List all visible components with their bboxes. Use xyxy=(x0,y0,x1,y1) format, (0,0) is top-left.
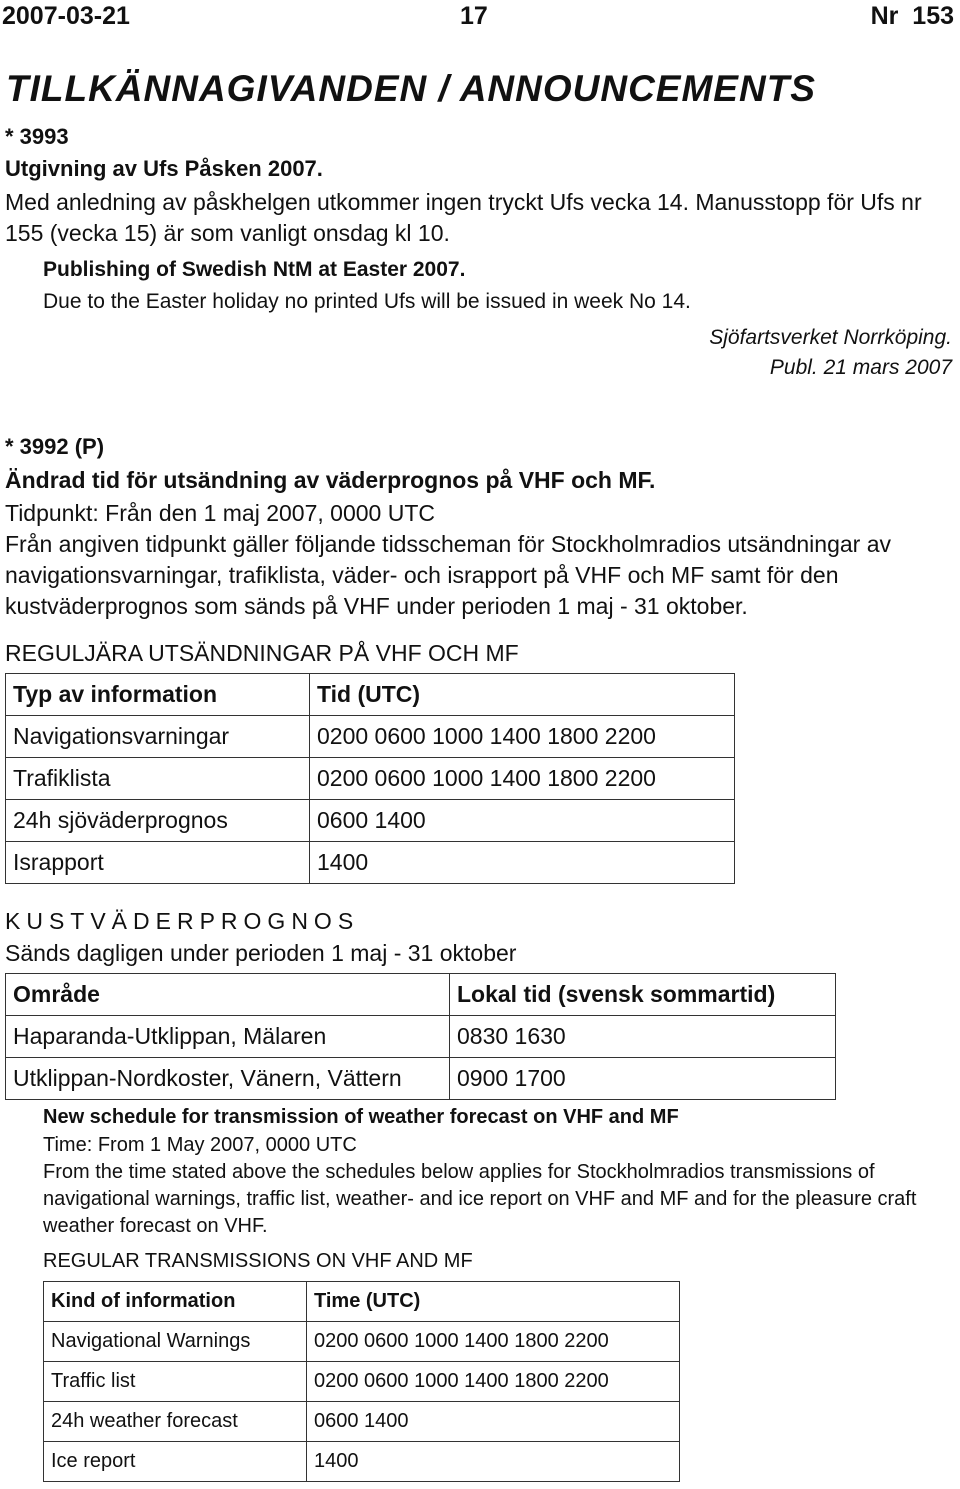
table-cell: 0600 1400 xyxy=(310,800,735,842)
table-cell: Utklippan-Nordkoster, Vänern, Vättern xyxy=(6,1058,450,1100)
table-header-row xyxy=(6,674,735,716)
table-cell: 0200 0600 1000 1400 1800 2200 xyxy=(307,1362,680,1402)
table-header-cell: Tid (UTC) xyxy=(310,674,735,716)
table-cell: 0600 1400 xyxy=(307,1402,680,1442)
table-header-row xyxy=(6,974,836,1016)
table-header-cell: Time (UTC) xyxy=(307,1282,680,1322)
table-header-cell: Typ av information xyxy=(6,674,310,716)
page-number: 17 xyxy=(460,2,488,30)
table-row xyxy=(6,842,735,884)
table-cell: Navigational Warnings xyxy=(44,1322,307,1362)
announcement-3993-heading-en: Publishing of Swedish NtM at Easter 2007. xyxy=(43,258,466,281)
table-cell: 1400 xyxy=(307,1442,680,1482)
announcement-3993-published: Publ. 21 mars 2007 xyxy=(769,356,952,379)
announcement-3992-body: Från angiven tidpunkt gäller följande tidsscheman för Stockholmradios utsändningar av navigationsvarningar, trafiklista, väder- och israpport på VHF och MF samt för den kustväderprognos som sänds på VHF under perioden 1 maj - 31 oktober. xyxy=(5,531,892,619)
table-row xyxy=(44,1362,680,1402)
table-cell: Haparanda-Utklippan, Mälaren xyxy=(6,1016,450,1058)
table-row xyxy=(6,758,735,800)
english-heading: New schedule for transmission of weather forecast on VHF and MF xyxy=(43,1106,679,1128)
announcement-3993-signature: Sjöfartsverket Norrköping. xyxy=(709,326,952,349)
table-cell: 0200 0600 1000 1400 1800 2200 xyxy=(310,758,735,800)
english-body: From the time stated above the schedules below applies for Stockholmradios transmissions of navigational warnings, traffic list, weather- and ice report on VHF and MF and for the pleasure craft weather forecast on VHF. xyxy=(43,1161,917,1237)
table-cell: Israpport xyxy=(6,842,310,884)
table-cell: 0830 1630 xyxy=(450,1016,836,1058)
table-cell: Traffic list xyxy=(44,1362,307,1402)
announcement-3992-heading: Ändrad tid för utsändning av väderprognos på VHF och MF. xyxy=(5,467,656,493)
table-row xyxy=(6,1058,836,1100)
table-row xyxy=(6,800,735,842)
table-cell: 0200 0600 1000 1400 1800 2200 xyxy=(310,716,735,758)
table-row xyxy=(6,716,735,758)
announcement-3992-time: Tidpunkt: Från den 1 maj 2007, 0000 UTC xyxy=(5,500,435,526)
table-cell: Navigationsvarningar xyxy=(6,716,310,758)
coastal-schedule-table xyxy=(5,973,836,1100)
table-row xyxy=(44,1322,680,1362)
announcement-3993-body-en: Due to the Easter holiday no printed Ufs will be issued in week No 14. xyxy=(43,290,691,313)
coastal-forecast-heading: KUSTVÄDERPROGNOS xyxy=(5,908,360,934)
english-time: Time: From 1 May 2007, 0000 UTC xyxy=(43,1134,357,1156)
table-header-cell: Lokal tid (svensk sommartid) xyxy=(450,974,836,1016)
table-row xyxy=(44,1442,680,1482)
page-date: 2007-03-21 xyxy=(2,2,130,30)
table-header-cell: Område xyxy=(6,974,450,1016)
table-cell: 1400 xyxy=(310,842,735,884)
table-cell: Ice report xyxy=(44,1442,307,1482)
regular-transmissions-heading: REGULJÄRA UTSÄNDNINGAR PÅ VHF OCH MF xyxy=(5,640,519,666)
issue-number: Nr 153 xyxy=(870,2,954,30)
page-title: TILLKÄNNAGIVANDEN / ANNOUNCEMENTS xyxy=(6,68,816,109)
table-cell: Trafiklista xyxy=(6,758,310,800)
table-row xyxy=(44,1402,680,1442)
table-row xyxy=(6,1016,836,1058)
table-header-cell: Kind of information xyxy=(44,1282,307,1322)
table-cell: 24h sjöväderprognos xyxy=(6,800,310,842)
announcement-3992-number: * 3992 (P) xyxy=(5,434,105,459)
table-header-row xyxy=(44,1282,680,1322)
english-schedule-table xyxy=(43,1281,680,1482)
announcement-3993-heading: Utgivning av Ufs Påsken 2007. xyxy=(5,156,323,181)
english-regular-heading: REGULAR TRANSMISSIONS ON VHF AND MF xyxy=(43,1250,473,1272)
coastal-forecast-subheading: Sänds dagligen under perioden 1 maj - 31 oktober xyxy=(5,940,517,966)
table-cell: 0900 1700 xyxy=(450,1058,836,1100)
table-cell: 0200 0600 1000 1400 1800 2200 xyxy=(307,1322,680,1362)
announcement-3993-number: * 3993 xyxy=(5,124,69,149)
table-cell: 24h weather forecast xyxy=(44,1402,307,1442)
announcement-3993-body: Med anledning av påskhelgen utkommer ingen tryckt Ufs vecka 14. Manusstopp för Ufs nr 155 (vecka 15) är som vanligt onsdag kl 10. xyxy=(5,189,922,246)
regular-schedule-table xyxy=(5,673,735,884)
